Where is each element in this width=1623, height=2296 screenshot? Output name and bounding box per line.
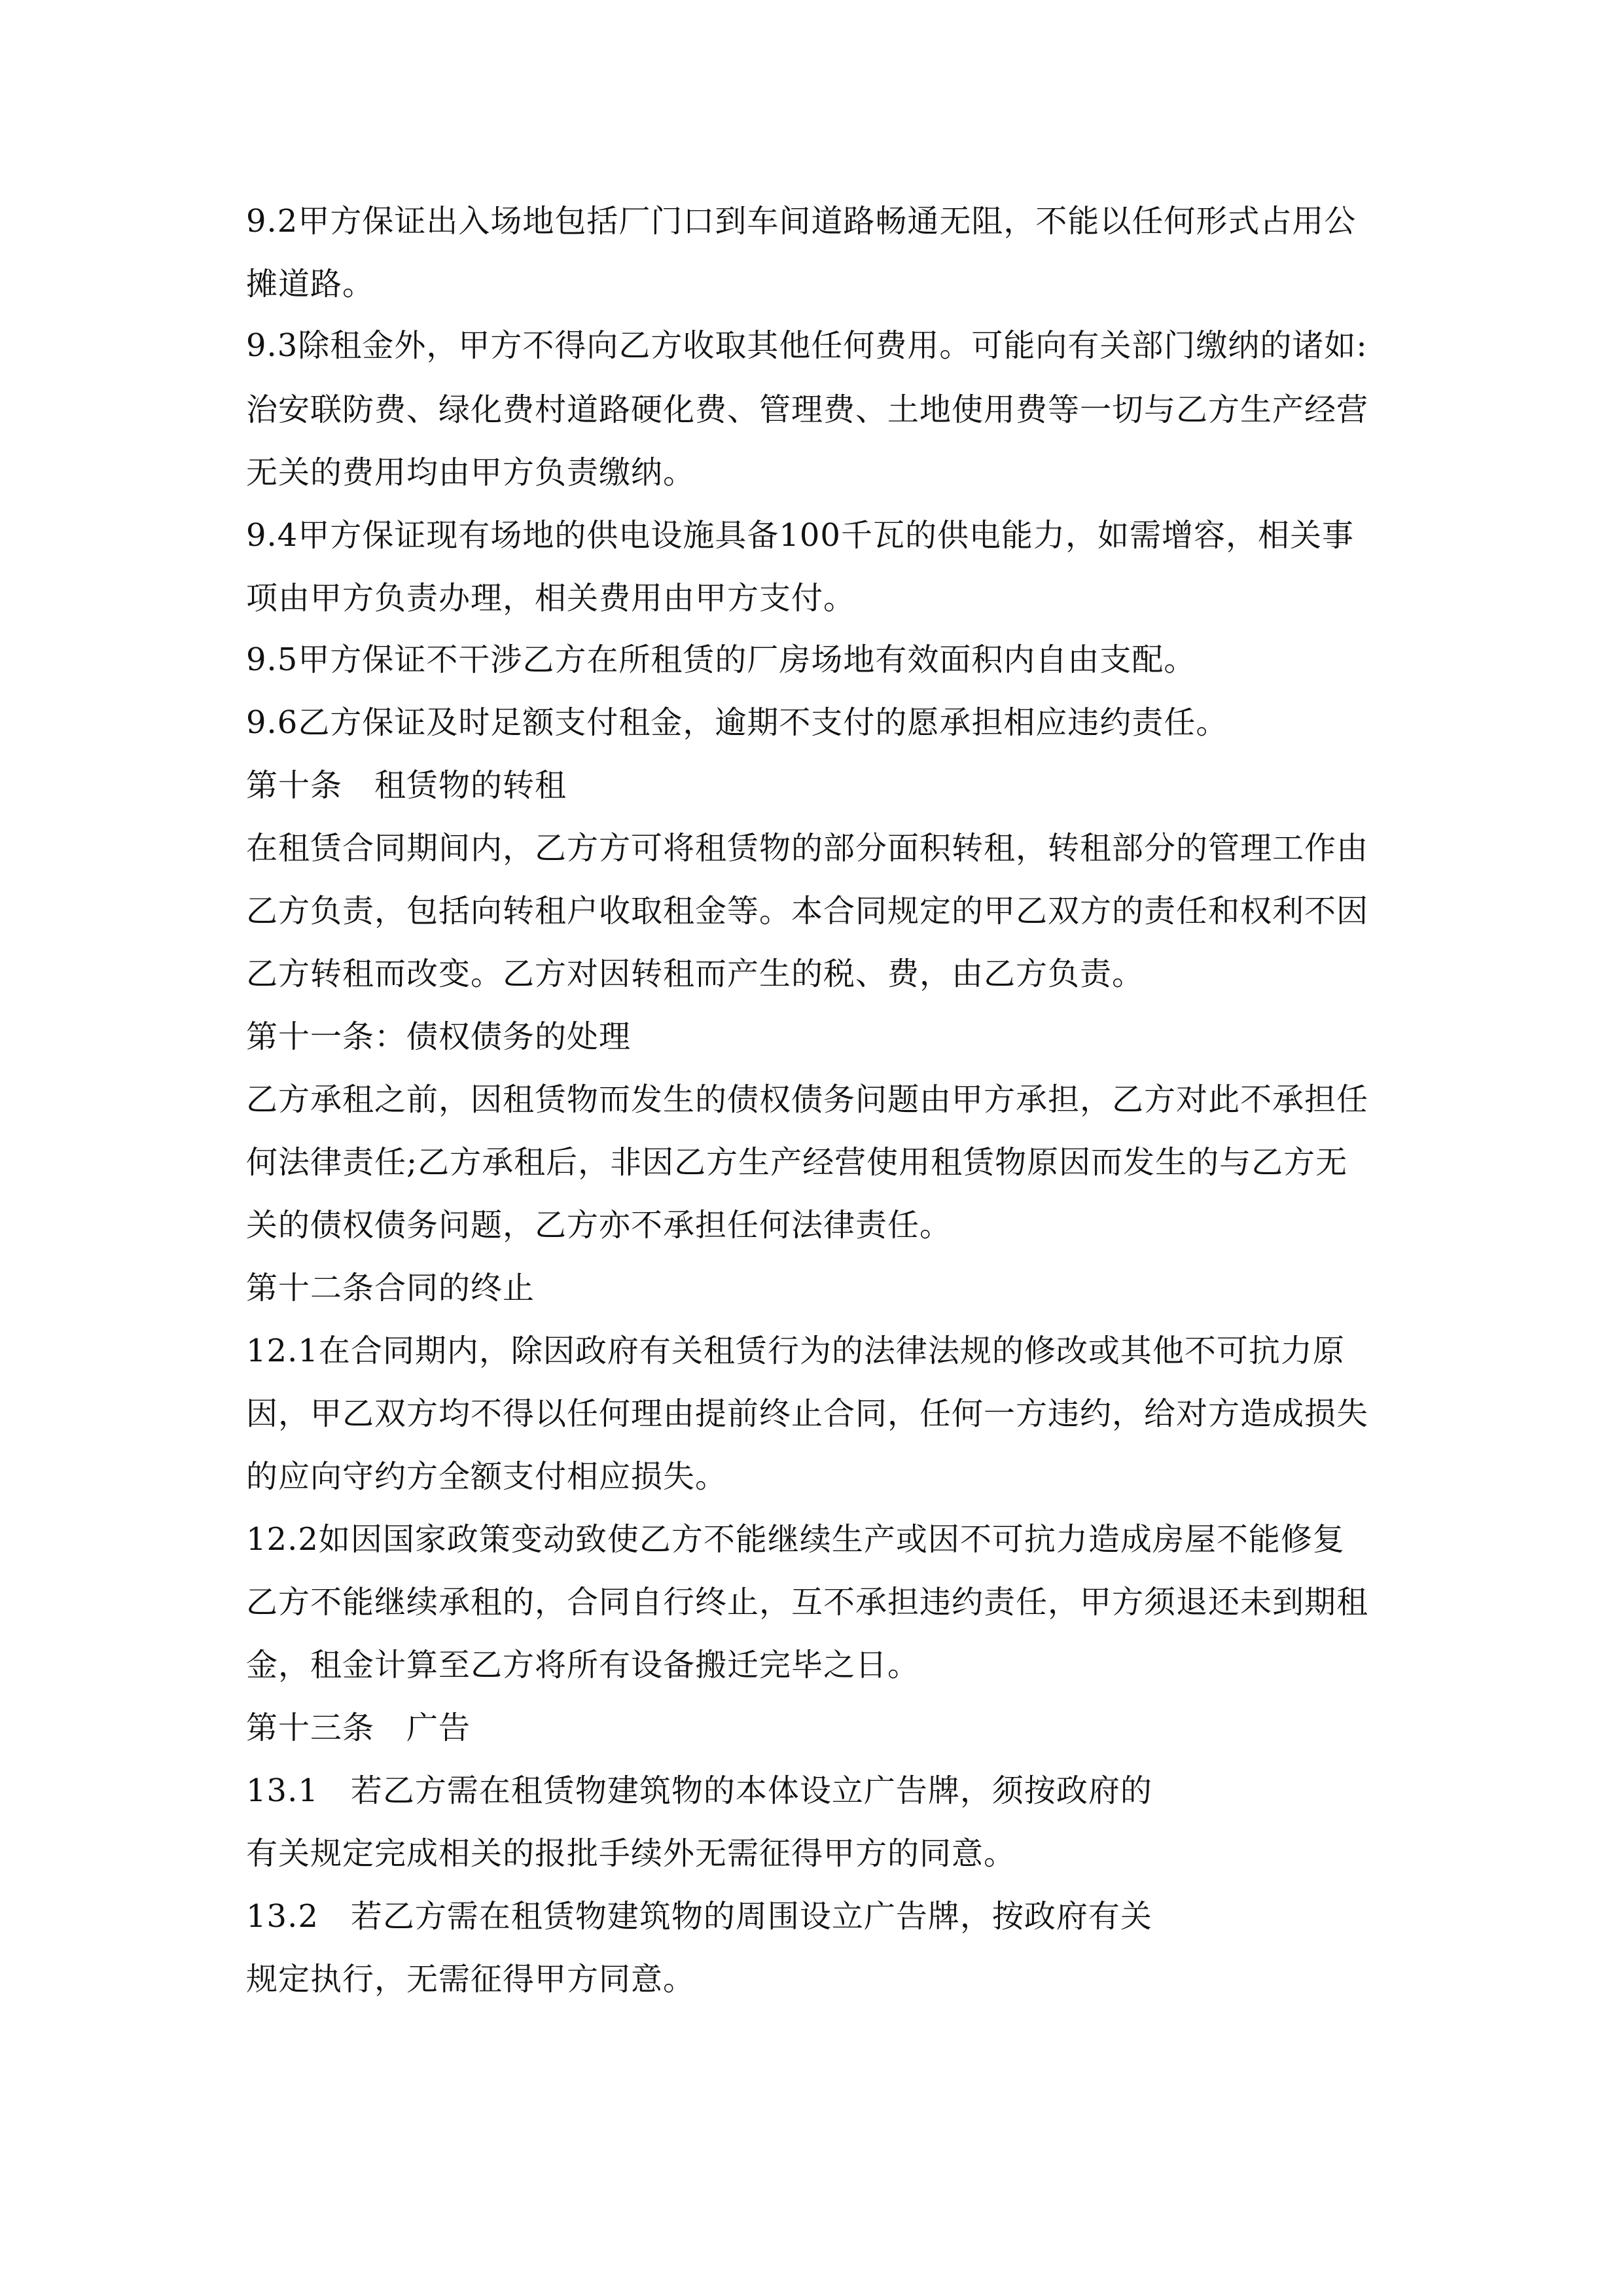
clause-9-2-line-2: 摊道路。 — [246, 266, 375, 302]
clause-9-3-line-1: 9.3除租金外，甲方不得向乙方收取其他任何费用。可能向有关部门缴纳的诸如: — [246, 327, 1368, 364]
clause-9-4-line-1: 9.4甲方保证现有场地的供电设施具备100千瓦的供电能力，如需增容，相关事 — [246, 517, 1354, 554]
clause-12-2-line-1: 12.2如因国家政策变动致使乙方不能继续生产或因不可抗力造成房屋不能修复 — [246, 1521, 1345, 1558]
clause-13-2-line-2: 规定执行，无需征得甲方同意。 — [246, 1961, 696, 1998]
clause-12-1-line-1: 12.1在合同期内，除因政府有关租赁行为的法律法规的修改或其他不可抗力原 — [246, 1333, 1345, 1369]
clause-12-2-line-2: 乙方不能继续承租的，合同自行终止，互不承担违约责任，甲方须退还未到期租 — [246, 1584, 1369, 1621]
clause-9-4-line-2: 项由甲方负责办理，相关费用由甲方支付。 — [246, 580, 856, 617]
article-10-heading: 第十条 租赁物的转租 — [246, 767, 567, 804]
clause-13-2-line-1: 13.2 若乙方需在租赁物建筑物的周围设立广告牌，按政府有关 — [246, 1898, 1152, 1935]
clause-9-2-line-1: 9.2甲方保证出入场地包括厂门口到车间道路畅通无阻，不能以任何形式占用公 — [246, 203, 1357, 240]
clause-9-6-line-1: 9.6乙方保证及时足额支付租金，逾期不支付的愿承担相应违约责任。 — [246, 704, 1228, 741]
clause-13-1-line-1: 13.1 若乙方需在租赁物建筑物的本体设立广告牌，须按政府的 — [246, 1772, 1152, 1809]
article-10-line-2: 乙方负责，包括向转租户收取租金等。本合同规定的甲乙双方的责任和权利不因 — [246, 893, 1369, 929]
article-10-line-1: 在租赁合同期间内，乙方方可将租赁物的部分面积转租，转租部分的管理工作由 — [246, 830, 1369, 867]
clause-12-2-line-3: 金，租金计算至乙方将所有设备搬迁完毕之日。 — [246, 1647, 920, 1683]
clause-12-1-line-3: 的应向守约方全额支付相应损失。 — [246, 1458, 728, 1495]
clause-9-3-line-2: 治安联防费、绿化费村道路硬化费、管理费、土地使用费等一切与乙方生产经营 — [246, 391, 1369, 428]
article-11-line-3: 关的债权债务问题，乙方亦不承担任何法律责任。 — [246, 1207, 952, 1244]
clause-9-5-line-1: 9.5甲方保证不干涉乙方在所租赁的厂房场地有效面积内自由支配。 — [246, 641, 1196, 678]
article-11-line-2: 何法律责任;乙方承租后，非因乙方生产经营使用租赁物原因而发生的与乙方无 — [246, 1144, 1348, 1181]
clause-9-3-line-3: 无关的费用均由甲方负责缴纳。 — [246, 454, 696, 491]
article-10-line-3: 乙方转租而改变。乙方对因转租而产生的税、费，由乙方负责。 — [246, 956, 1145, 992]
article-13-heading: 第十三条 广告 — [246, 1710, 471, 1746]
article-12-heading: 第十二条合同的终止 — [246, 1270, 535, 1306]
article-11-heading: 第十一条：债权债务的处理 — [246, 1018, 632, 1055]
clause-12-1-line-2: 因，甲乙双方均不得以任何理由提前终止合同，任何一方违约，给对方造成损失 — [246, 1395, 1369, 1432]
article-11-line-1: 乙方承租之前，因租赁物而发生的债权债务问题由甲方承担，乙方对此不承担任 — [246, 1081, 1369, 1118]
clause-13-1-line-2: 有关规定完成相关的报批手续外无需征得甲方的同意。 — [246, 1835, 1016, 1872]
